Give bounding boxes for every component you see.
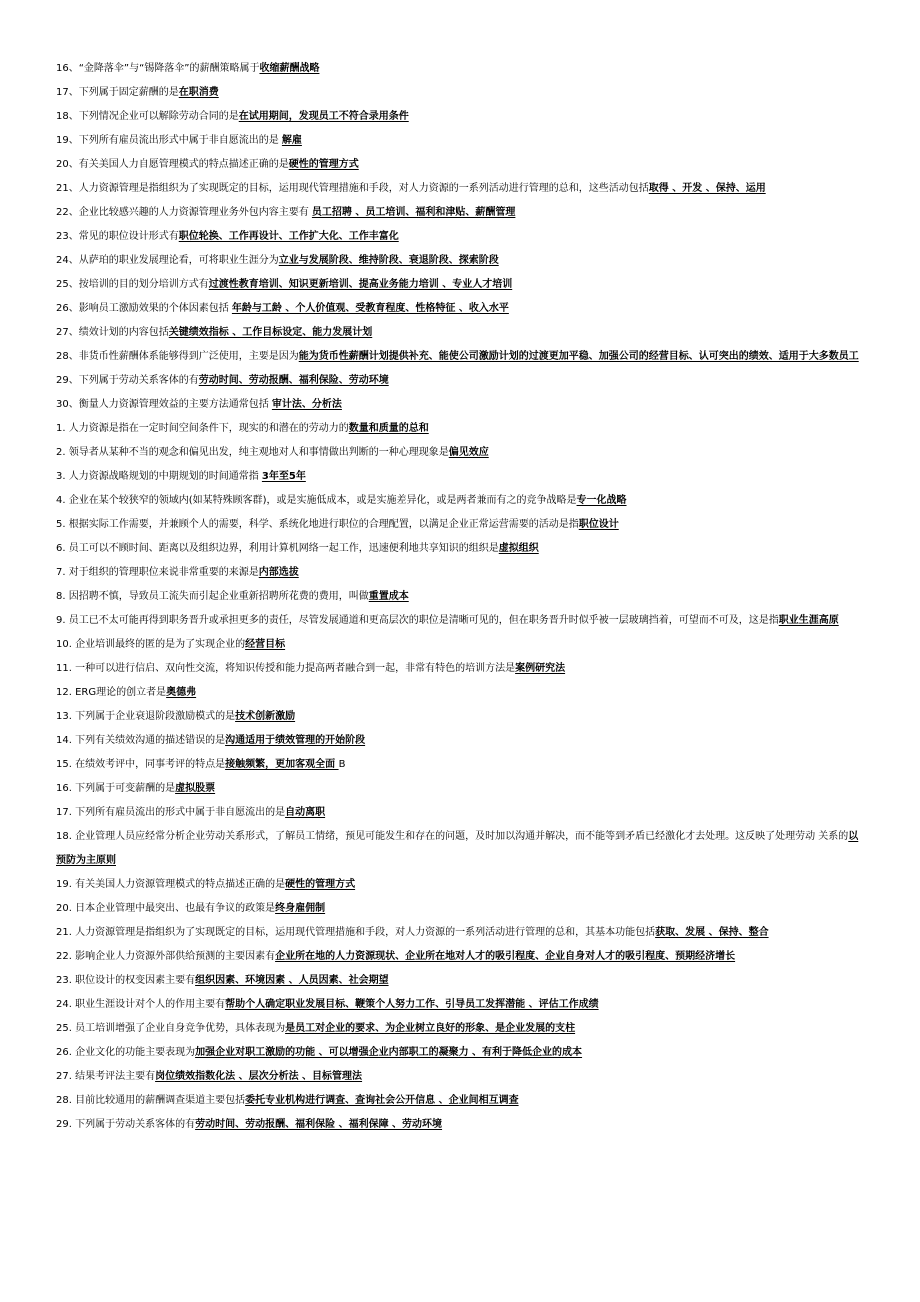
- question-item: [56, 825, 864, 873]
- answer-text: 以预防为主原则: [56, 831, 859, 866]
- question-text: 12. ERG理论的创立者是: [56, 687, 167, 698]
- question-item: [56, 777, 864, 801]
- answer-text: 加强企业对职工激励的功能 、可以增强企业内部职工的凝聚力 、有利于降低企业的成本: [195, 1047, 583, 1058]
- answer-text: 3年至5年: [261, 471, 306, 482]
- question-text: 23. 职位设计的权变因素主要有: [56, 975, 196, 986]
- answer-text: 接触频繁，更加客观全面: [225, 759, 339, 770]
- question-text: 26、影响员工激励效果的个体因素包括: [56, 303, 232, 314]
- question-text: 9. 员工已不太可能再得到职务晋升或承担更多的责任，尽管发展通道和更高层次的职位是清晰可见的，但在职务晋升时似乎被一层玻璃挡着，可望而不可及，这是指: [56, 615, 779, 626]
- answer-text: 过渡性教育培训、知识更新培训、提高业务能力培训 、专业人才培训: [208, 279, 513, 290]
- answer-text: 硬性的管理方式: [285, 879, 356, 890]
- answer-text: 委托专业机构进行调查、查询社会公开信息 、企业间相互调查: [245, 1095, 519, 1106]
- question-item: [56, 129, 864, 153]
- question-item: [56, 1041, 864, 1065]
- question-item: [56, 969, 864, 993]
- question-item: [56, 81, 864, 105]
- question-item: [56, 369, 864, 393]
- question-item: [56, 729, 864, 753]
- question-text: 30、衡量人力资源管理效益的主要方法通常包括: [56, 399, 272, 410]
- question-item: [56, 705, 864, 729]
- question-text: 26. 企业文化的功能主要表现为: [56, 1047, 196, 1058]
- question-item: [56, 1113, 864, 1137]
- question-item: [56, 537, 864, 561]
- question-item: [56, 561, 864, 585]
- answer-text: 虚拟组织: [498, 543, 539, 554]
- question-text: 18、下列情况企业可以解除劳动合同的是: [56, 111, 239, 122]
- question-text: 25. 员工培训增强了企业自身竞争优势，具体表现为: [56, 1023, 286, 1034]
- question-item: [56, 1089, 864, 1113]
- question-text: 14. 下列有关绩效沟通的描述错误的是: [56, 735, 226, 746]
- question-item: [56, 105, 864, 129]
- question-item: [56, 225, 864, 249]
- answer-text: 技术创新激励: [235, 711, 296, 722]
- answer-text: 沟通适用于绩效管理的开始阶段: [225, 735, 366, 746]
- answer-text: 取得 、开发 、保持、运用: [648, 183, 766, 194]
- question-item: [56, 1017, 864, 1041]
- question-item: [56, 393, 864, 417]
- question-text: 22、企业比较感兴趣的人力资源管理业务外包内容主要有: [56, 207, 312, 218]
- question-item: [56, 873, 864, 897]
- question-text: 2. 领导者从某种不当的观念和偏见出发，纯主观地对人和事情做出判断的一种心理现象是: [56, 447, 449, 458]
- answer-text: 职位轮换、工作再设计、工作扩大化、工作丰富化: [178, 231, 399, 242]
- question-text: 20. 日本企业管理中最突出、也最有争议的政策是: [56, 903, 276, 914]
- question-item: [56, 945, 864, 969]
- answer-text: 是员工对企业的要求、为企业树立良好的形象、是企业发展的支柱: [285, 1023, 576, 1034]
- question-text: 17、下列属于固定薪酬的是: [56, 87, 179, 98]
- answer-text: 解雇: [281, 135, 302, 146]
- question-item: [56, 441, 864, 465]
- question-text: 21、人力资源管理是指组织为了实现既定的目标，运用现代管理措施和手段，对人力资源的一系列活动进行管理的总和，这些活动包括: [56, 183, 649, 194]
- answer-text: 数量和质量的总和: [348, 423, 429, 434]
- question-text: 21. 人力资源管理是指组织为了实现既定的目标，运用现代管理措施和手段，对人力资源的一系列活动进行管理的总和，其基本功能包括: [56, 927, 656, 938]
- answer-text: 奥德弗: [166, 687, 197, 698]
- answer-text: 立业与发展阶段、维持阶段、衰退阶段、探索阶段: [278, 255, 499, 266]
- question-text: 28. 目前比较通用的薪酬调查渠道主要包括: [56, 1095, 246, 1106]
- question-item: [56, 921, 864, 945]
- answer-text: 内部选拔: [258, 567, 299, 578]
- question-item: [56, 585, 864, 609]
- answer-text: 获取、发展 、保持、整合: [655, 927, 769, 938]
- answer-text: 重置成本: [368, 591, 409, 602]
- question-item: [56, 273, 864, 297]
- question-text: 27. 结果考评法主要有: [56, 1071, 156, 1082]
- question-text: 25、按培训的目的划分培训方式有: [56, 279, 209, 290]
- question-item: [56, 753, 864, 777]
- answer-text: 关键绩效指标 、工作目标设定、能力发展计划: [168, 327, 373, 338]
- question-text: 29、下列属于劳动关系客体的有: [56, 375, 199, 386]
- answer-text: 在职消费: [178, 87, 219, 98]
- question-text: 28、非货币性薪酬体系能够得到广泛使用，主要是因为: [56, 351, 299, 362]
- answer-text: 终身雇佣制: [275, 903, 326, 914]
- question-text: 20、有关美国人力自愿管理模式的特点描述正确的是: [56, 159, 289, 170]
- question-text: 6. 员工可以不顾时间、距离以及组织边界，利用计算机网络一起工作，迅速便利地共享知识的组织是: [56, 543, 499, 554]
- question-item: [56, 345, 864, 369]
- question-item: [56, 57, 864, 81]
- question-item: [56, 1065, 864, 1089]
- answer-text: 案例研究法: [515, 663, 566, 674]
- question-item: [56, 897, 864, 921]
- question-text: 24. 职业生涯设计对个人的作用主要有: [56, 999, 226, 1010]
- answer-text: 劳动时间、劳动报酬、福利保险、劳动环境: [198, 375, 389, 386]
- question-item: [56, 609, 864, 633]
- answer-text: 专一化战略: [576, 495, 627, 506]
- trailing-text: B: [338, 759, 346, 770]
- answer-text: 年龄与工龄 、个人价值观、受教育程度、性格特征 、收入水平: [231, 303, 509, 314]
- answer-text: 岗位绩效指数化法 、层次分析法 、目标管理法: [155, 1071, 363, 1082]
- answer-text: 审计法、分析法: [271, 399, 342, 410]
- answer-text: 收缩薪酬战略: [259, 63, 320, 74]
- question-text: 18. 企业管理人员应经常分析企业劳动关系形式，了解员工情绪，预见可能发生和存在的问题，及时加以沟通并解决，而不能等到矛盾已经激化才去处理。这反映了处理劳动 关系的: [56, 831, 849, 842]
- answer-text: 自动离职: [285, 807, 326, 818]
- question-text: 27、绩效计划的内容包括: [56, 327, 169, 338]
- question-item: [56, 417, 864, 441]
- question-text: 16、“金降落伞”与“锡降落伞”的薪酬策略属于: [56, 63, 260, 74]
- question-text: 7. 对于组织的管理职位来说非常重要的来源是: [56, 567, 259, 578]
- question-item: [56, 249, 864, 273]
- answer-text: 在试用期间，发现员工不符合录用条件: [238, 111, 409, 122]
- question-text: 1. 人力资源是指在一定时间空间条件下，现实的和潜在的劳动力的: [56, 423, 349, 434]
- question-item: [56, 489, 864, 513]
- question-text: 19、下列所有雇员流出形式中属于非自愿流出的是: [56, 135, 282, 146]
- question-text: 15. 在绩效考评中，同事考评的特点是: [56, 759, 226, 770]
- answer-text: 偏见效应: [448, 447, 489, 458]
- answer-text: 硬性的管理方式: [288, 159, 359, 170]
- answer-text: 员工招聘 、员工培训、福利和津贴、薪酬管理: [311, 207, 516, 218]
- answer-text: 能为货币性薪酬计划提供补充、能使公司激励计划的过渡更加平稳、加强公司的经营目标、认可突出的绩效、适用于大多数员工: [298, 351, 859, 362]
- question-text: 8. 因招聘不慎，导致员工流失而引起企业重新招聘所花费的费用，叫做: [56, 591, 369, 602]
- question-item: [56, 993, 864, 1017]
- answer-text: 劳动时间、劳动报酬、福利保险 、福利保障 、劳动环境: [195, 1119, 443, 1130]
- answer-text: 经营目标: [245, 639, 286, 650]
- question-text: 22. 影响企业人力资源外部供给预测的主要因素有: [56, 951, 276, 962]
- answer-text: 职业生涯高原: [778, 615, 839, 626]
- question-item: [56, 297, 864, 321]
- question-text: 4. 企业在某个较狭窄的领域内(如某特殊顾客群)，或是实施低成本，或是实施差异化，或是两者兼而有之的竞争战略是: [56, 495, 577, 506]
- answer-text: 组织因素、环境因素 、人员因素、社会期望: [195, 975, 389, 986]
- question-item: [56, 681, 864, 705]
- question-text: 23、常见的职位设计形式有: [56, 231, 179, 242]
- answer-text: 虚拟股票: [175, 783, 216, 794]
- question-item: [56, 177, 864, 201]
- question-item: [56, 633, 864, 657]
- question-text: 11. 一种可以进行信启、双向性交流，将知识传授和能力提高两者融合到一起，非常有特色的培训方法是: [56, 663, 516, 674]
- question-item: [56, 321, 864, 345]
- answer-text: 职位设计: [578, 519, 619, 530]
- question-text: 3. 人力资源战略规划的中期规划的时间通常指: [56, 471, 262, 482]
- question-text: 5. 根据实际工作需要，并兼顾个人的需要，科学、系统化地进行职位的合理配置，以满足企业正常运营需要的活动是指: [56, 519, 579, 530]
- answer-text: 企业所在地的人力资源现状、企业所在地对人才的吸引程度、企业自身对人才的吸引程度、预期经济增长: [275, 951, 736, 962]
- question-item: [56, 465, 864, 489]
- question-item: [56, 657, 864, 681]
- question-item: [56, 513, 864, 537]
- question-text: 19. 有关美国人力资源管理模式的特点描述正确的是: [56, 879, 286, 890]
- question-item: [56, 153, 864, 177]
- question-text: 29. 下列属于劳动关系客体的有: [56, 1119, 196, 1130]
- question-text: 13. 下列属于企业衰退阶段激励模式的是: [56, 711, 236, 722]
- question-item: [56, 801, 864, 825]
- answer-text: 帮助个人确定职业发展目标、鞭策个人努力工作、引导员工发挥潜能 、评估工作成绩: [225, 999, 599, 1010]
- question-text: 17. 下列所有雇员流出的形式中属于非自愿流出的是: [56, 807, 286, 818]
- question-item: [56, 201, 864, 225]
- question-text: 10. 企业培训最终的匿的是为了实现企业的: [56, 639, 246, 650]
- question-text: 24、从萨珀的职业发展理论看，可将职业生涯分为: [56, 255, 279, 266]
- question-text: 16. 下列属于可变薪酬的是: [56, 783, 176, 794]
